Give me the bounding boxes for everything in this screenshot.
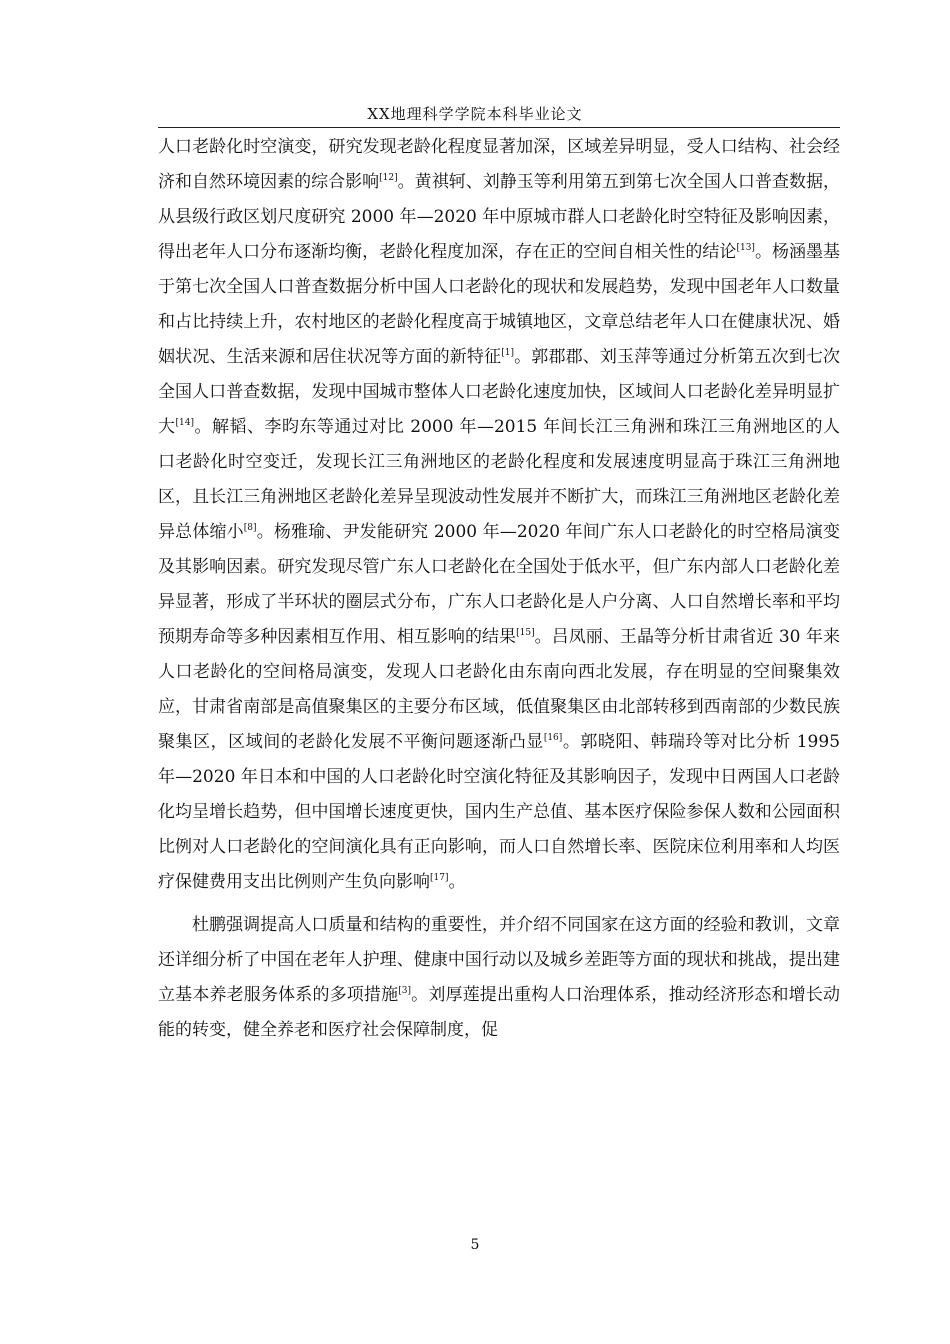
page-header: XX地理科学学院本科毕业论文 bbox=[367, 105, 583, 123]
citation-ref: [15] bbox=[516, 628, 535, 638]
citation-ref: [16] bbox=[543, 733, 563, 743]
text-run: 。 bbox=[448, 872, 466, 892]
text-run: 人口老龄化时空演变，研究发现老龄化程度显著加深，区域差异明显，受人口结构、社会经济和自然环境因素的综合影响 bbox=[158, 137, 840, 192]
citation-ref: [14] bbox=[175, 418, 194, 428]
paragraph-1 bbox=[158, 130, 840, 900]
citation-ref: [8] bbox=[243, 523, 257, 533]
citation-ref: [13] bbox=[736, 243, 755, 253]
citation-ref: [17] bbox=[430, 873, 449, 883]
header-rule bbox=[158, 127, 840, 128]
body-text bbox=[158, 130, 840, 1048]
citation-ref: [12] bbox=[379, 173, 398, 183]
text-run: 。杨涵墨基于第七次全国人口普查数据分析中国人口老龄化的现状和发展趋势，发现中国老年人口数量和占比持续上升，农村地区的老龄化程度高于城镇地区，文章总结老年人口在健康状况、婚姻状况、生活来源和居住状况等方面的新特征 bbox=[158, 242, 841, 367]
text-run: 。吕凤丽、王晶等分析甘肃省近 30 年来人口老龄化的空间格局演变，发现人口老龄化由东南向西北发展，存在明显的空间聚集效应，甘肃省南部是高值聚集区的主要分布区域，低值聚集区由北部转移到西南部的少数民族聚集区，区域间的老龄化发展不平衡问题逐渐凸显 bbox=[158, 627, 840, 752]
text-run: 杜鹏强调提高人口质量和结构的重要性，并介绍不同国家在这方面的经验和教训，文章还详细分析了中国在老年人护理、健康中国行动以及城乡差距等方面的现状和挑战，提出建立基本养老服务体系的多项措施 bbox=[158, 915, 840, 1005]
citation-ref: [1] bbox=[501, 348, 514, 358]
text-run: 。刘厚莲提出重构人口治理体系，推动经济形态和增长动能的转变，健全养老和医疗社会保障制度，促 bbox=[158, 985, 841, 1040]
page-number: 5 bbox=[470, 1237, 480, 1253]
citation-ref: [3] bbox=[398, 986, 411, 996]
text-run: 。郭郡郡、刘玉萍等通过分析第五次到七次全国人口普查数据，发现中国城市整体人口老龄化速度加快，区域间人口老龄化差异明显扩大 bbox=[158, 347, 841, 437]
paragraph-2 bbox=[158, 908, 840, 1048]
text-run: 。杨雅瑜、尹发能研究 2000 年—2020 年间广东人口老龄化的时空格局演变及其影响因素。研究发现尽管广东人口老龄化在全国处于低水平，但广东内部人口老龄化差异显著，形成了半环状的圈层式分布，广东人口老龄化是人户分离、人口自然增长率和平均预期寿命等多种因素相互作用、相互影响的结果 bbox=[158, 522, 840, 647]
text-run: 。郭晓阳、韩瑞玲等对比分析 1995 年—2020 年日本和中国的人口老龄化时空演化特征及其影响因子，发现中日两国人口老龄化均呈增长趋势，但中国增长速度更快，国内生产总值、基本医疗保险参保人数和公园面积比例对人口老龄化的空间演化具有正向影响，而人口自然增长率、医院床位利用率和人均医疗保健费用支出比例则产生负向影响 bbox=[158, 732, 841, 892]
text-run: 。黄祺轲、刘静玉等利用第五到第七次全国人口普查数据，从县级行政区划尺度研究 2000 年—2020 年中原城市群人口老龄化时空特征及影响因素，得出老年人口分布逐渐均衡，老龄化程度加深，存在正的空间自相关性的结论 bbox=[158, 172, 840, 262]
text-run: 。解韬、李昀东等通过对比 2000 年—2015 年间长江三角洲和珠江三角洲地区的人口老龄化时空变迁，发现长江三角洲地区的老龄化程度和发展速度明显高于珠江三角洲地区，且长江三角洲地区老龄化差异呈现波动性发展并不断扩大，而珠江三角洲地区老龄化差异总体缩小 bbox=[158, 417, 840, 542]
